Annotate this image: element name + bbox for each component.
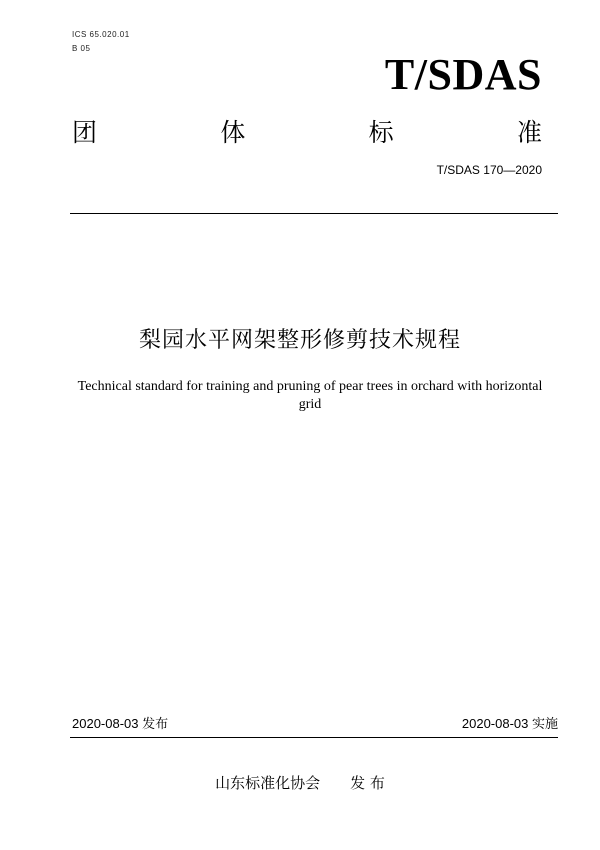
category-char: 准 <box>516 118 542 147</box>
title-chinese: 梨园水平网架整形修剪技术规程 <box>138 328 461 353</box>
category-char: 体 <box>220 118 246 147</box>
title-english-line: Technical standard for training and pruning of pear trees in orchard with horizontal <box>77 379 543 394</box>
category-char: 标 <box>368 118 394 147</box>
header-divider <box>70 213 558 214</box>
standard-code: T/SDAS <box>384 50 542 99</box>
issuer-name: 山东标准化协会 <box>215 774 321 792</box>
ccs-code: B 05 <box>72 44 91 53</box>
implementation-date: 2020-08-03 实施 <box>461 716 558 731</box>
standard-number: T/SDAS 170—2020 <box>436 163 542 177</box>
ics-code: ICS 65.020.01 <box>72 30 130 39</box>
issuer-line <box>0 773 600 793</box>
issuer-action: 发 布 <box>350 774 385 792</box>
issue-date: 2020-08-03 发布 <box>72 716 169 731</box>
category-char: 团 <box>72 118 98 147</box>
footer-divider <box>70 737 558 738</box>
title-english-line: grid <box>298 397 322 412</box>
title-english <box>40 378 580 414</box>
standard-category <box>72 118 542 148</box>
